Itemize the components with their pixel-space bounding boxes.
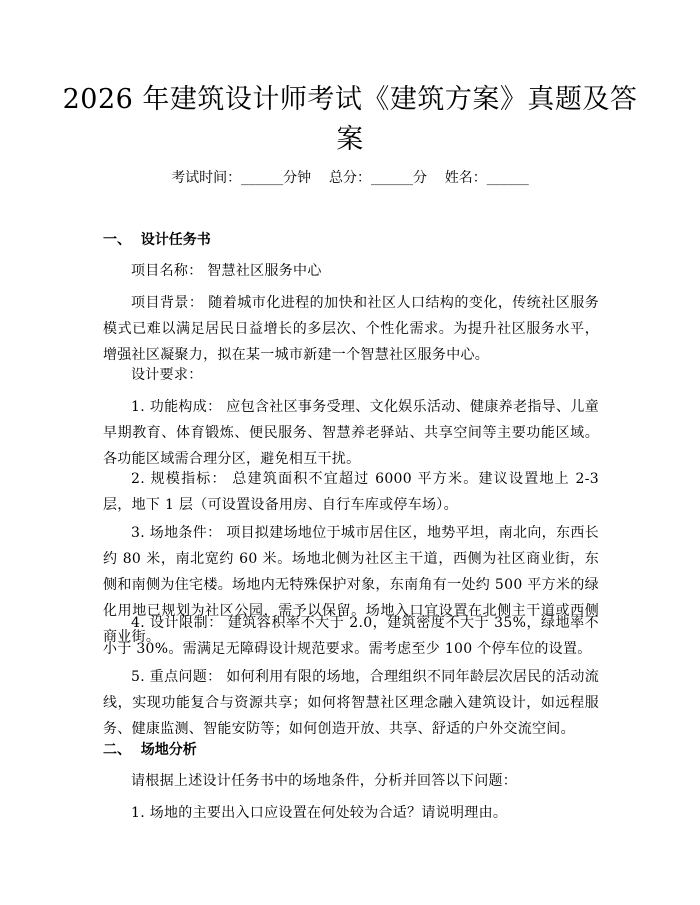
project-background: 项目背景： 随着城市化进程的加快和社区人口结构的变化，传统社区服务模式已难以满足居民日益增长的多层次、个性化需求。为提升社区服务水平，增强社区凝聚力，拟在某一城市新建一个智慧社区服务中心。 [103,295,599,363]
project-name: 项目名称： 智慧社区服务中心 [131,263,322,279]
requirement-item-1: 1. 功能构成： 应包含社区事务受理、文化娱乐活动、健康养老指导、儿童早期教育、体育锻炼、便民服务、智慧养老驿站、共享空间等主要功能区域。各功能区域需合理分区，避免相互干扰。 [103,399,599,467]
exam-info: 考试时间：______分钟 总分：______分 姓名：______ [171,170,529,186]
requirement-item-5: 5. 重点问题： 如何利用有限的场地，合理组织不同年龄层次居民的活动流线，实现功能复合与资源共享；如何将智慧社区理念融入建筑设计，如远程服务、健康监测、智能安防等；如何创造开放、共享、舒适的户外交流空间。 [103,669,599,737]
section-heading-site-analysis: 二、 场地分析 [103,742,197,758]
requirement-item-2: 2. 规模指标： 总建筑面积不宜超过 6000 平方米。建议设置地上 2-3 层，地下 1 层（可设置设备用房、自行车库或停车场）。 [103,471,599,513]
site-question-1: 1. 场地的主要出入口应设置在何处较为合适？请说明理由。 [131,805,508,821]
requirements-label: 设计要求： [131,367,203,383]
document-title: 2026 年建筑设计师考试《建筑方案》真题及答案 [62,84,638,155]
section-heading-task: 一、 设计任务书 [103,232,211,248]
requirement-item-4: 4. 设计限制： 建筑容积率不大于 2.0，建筑密度不大于 35%，绿地率不小于 30%。需满足无障碍设计规范要求。需考虑至少 100 个停车位的设置。 [103,615,599,657]
requirement-item-3: 3. 场地条件： 项目拟建场地位于城市居住区，地势平坦，南北向，东西长约 80 米，南北宽约 60 米。场地北侧为社区主干道，西侧为社区商业街，东侧和南侧为住宅楼。场地内无特殊保护对象，东南角有一处约 500 平方米的绿化用地已规划为社区公园，需予以保留。场地入口宜设置在北侧主干道或西侧商业街。 [103,525,599,645]
site-analysis-intro: 请根据上述设计任务书中的场地条件，分析并回答以下问题： [131,773,518,789]
